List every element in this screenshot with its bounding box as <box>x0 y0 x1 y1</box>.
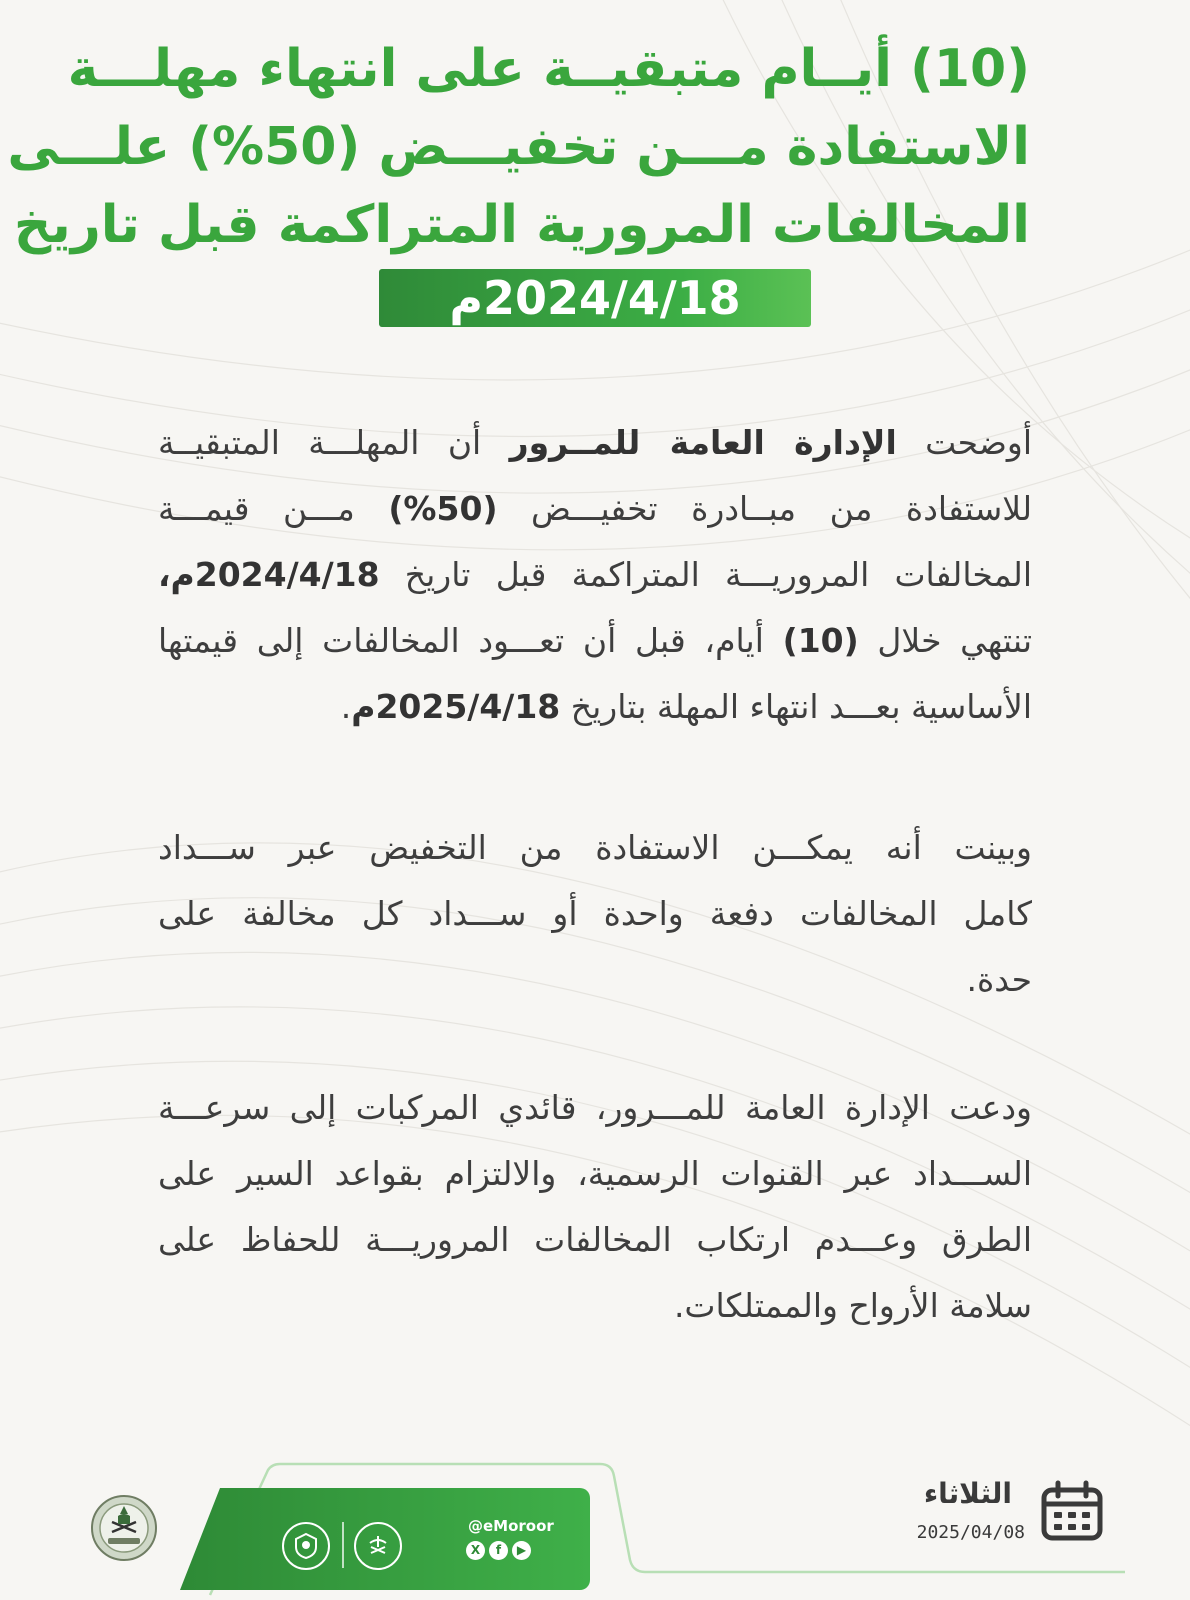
post-date: 2025/04/08 <box>916 1522 1025 1543</box>
headline-date-bar: 2024/4/18م <box>379 269 811 327</box>
paragraph-line: الطرق وعـــدم ارتكاب المخالفات المروريـــة للحفاظ على <box>158 1220 1032 1259</box>
youtube-icon[interactable]: ▶ <box>512 1541 531 1560</box>
paragraph-line: حدة. <box>966 960 1032 999</box>
weekday-label: الثلاثاء <box>923 1477 1012 1510</box>
footer-divider <box>342 1522 344 1568</box>
paragraph-line: الســـداد عبر القنوات الرسمية، والالتزام بقواعد السير على <box>158 1154 1032 1193</box>
headline <box>7 30 1030 264</box>
state-emblem-icon <box>354 1522 402 1570</box>
calendar-icon <box>1038 1478 1106 1546</box>
x-icon[interactable]: X <box>466 1541 485 1560</box>
police-emblem-icon <box>282 1522 330 1570</box>
paragraph-line: كامل المخالفات دفعة واحدة أو ســـداد كل مخالفة على <box>158 894 1032 933</box>
paragraph-line: سلامة الأرواح والممتلكات. <box>673 1286 1032 1325</box>
traffic-department-logo-icon <box>88 1492 160 1564</box>
headline-line: الاستفادة مـــن تخفيـــض (50%) علـــى <box>7 117 1030 177</box>
paragraph-line: للاستفادة من مبــادرة تخفيـــض (50%) مـــن قيمـــة <box>158 489 1032 528</box>
paragraph-line: تنتهي خلال (10) أيام، قبل أن تعـــود المخالفات إلى قيمتها <box>158 621 1032 660</box>
paragraph-line: ودعت الإدارة العامة للمـــرور، قائدي المركبات إلى سرعـــة <box>158 1088 1032 1127</box>
paragraph-line: الأساسية بعـــد انتهاء المهلة بتاريخ 2025/4/18م. <box>340 687 1032 726</box>
social-handle[interactable]: @eMoroor <box>468 1517 554 1535</box>
paragraph-2 <box>158 815 1032 1013</box>
headline-line: المخالفات المرورية المتراكمة قبل تاريخ <box>13 195 1030 255</box>
paragraph-line: وبينت أنه يمكـــن الاستفادة من التخفيض عبر ســـداد <box>158 828 1032 867</box>
paragraph-line: المخالفات المروريـــة المتراكمة قبل تاريخ 2024/4/18م، <box>158 555 1032 594</box>
paragraph-1 <box>158 410 1032 740</box>
paragraph-line: أوضحت الإدارة العامة للمــرور أن المهلـــة المتبقيــة <box>158 423 1033 462</box>
facebook-icon[interactable]: f <box>489 1541 508 1560</box>
headline-line: (10) أيــام متبقيــة على انتهاء مهلـــة <box>67 39 1030 99</box>
social-icons <box>466 1541 531 1560</box>
paragraph-3 <box>158 1075 1032 1339</box>
